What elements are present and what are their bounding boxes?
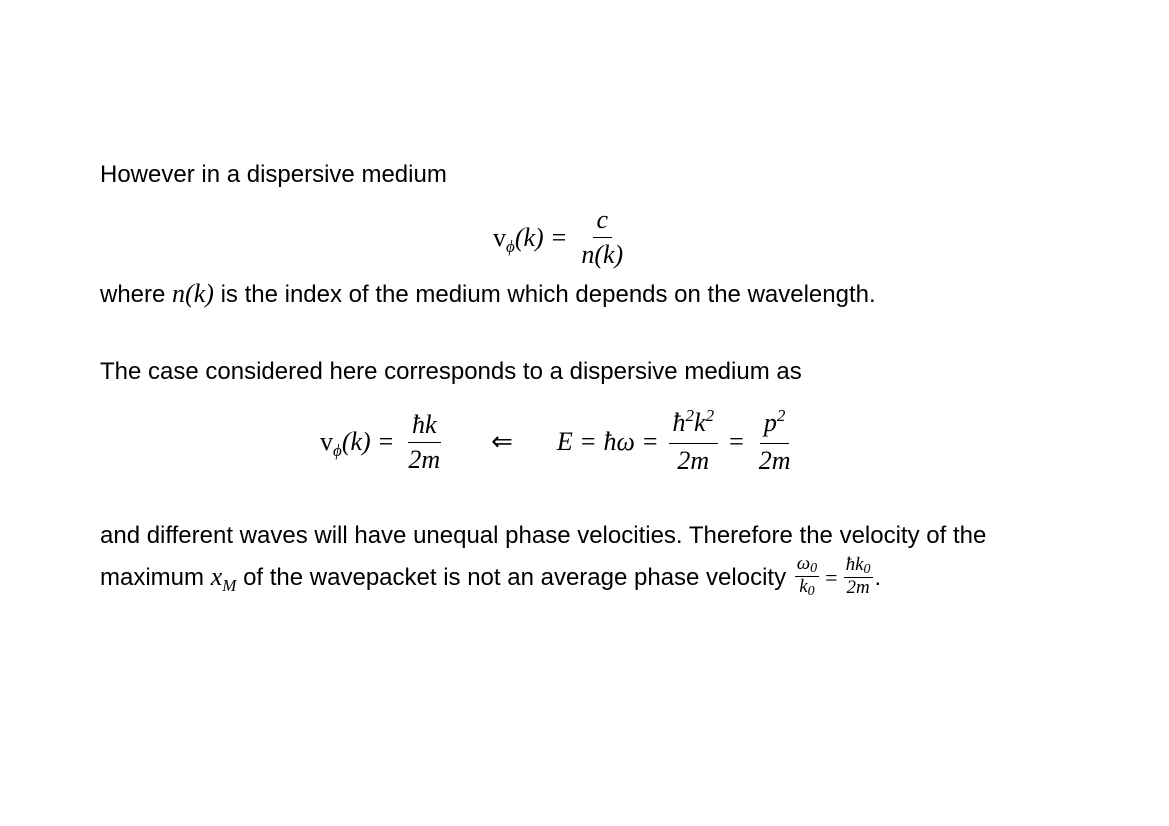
- fraction-p2-over-2m: [755, 408, 795, 476]
- eq-lhs: $v_\phi(k)$: [493, 222, 544, 256]
- paragraph-text: where: [100, 281, 166, 308]
- paragraph-index-definition: [100, 274, 876, 315]
- equation-dispersion-relation: [320, 408, 798, 476]
- fraction-numerator: c: [593, 205, 613, 238]
- hbar-omega: ħω: [603, 427, 635, 456]
- fraction-denominator: 2m: [408, 444, 441, 474]
- inline-fraction-omega0-over-k0: [795, 554, 819, 599]
- paragraph-line: maximum $x_M$ of the wavepacket is not an average phase velocity $\frac{\omega 0}{k0}$ = $\frac{ħk0}{2m}$ .: [100, 553, 882, 599]
- implied-by-arrow: ⇐: [491, 427, 513, 456]
- equals-sign: =: [551, 222, 567, 252]
- inline-math-x-M: $x_M$: [210, 561, 237, 595]
- fraction-numerator: ω0: [796, 553, 818, 576]
- inline-fraction-hbar-k0-over-2m: [844, 555, 873, 598]
- paragraph-text: The case considered here corresponds to a dispersive medium as: [100, 358, 802, 385]
- fraction-denominator: k0: [799, 576, 815, 599]
- fraction-hbar2-k2-over-2m: [669, 408, 719, 476]
- paragraph-dispersive-medium: [100, 155, 447, 195]
- fraction-hbar-k-over-2m: [404, 410, 444, 475]
- equals-sign: =: [378, 427, 394, 456]
- fraction-denominator: 2m: [758, 446, 791, 475]
- equals-sign: =: [825, 564, 838, 590]
- fraction-denominator: n(k): [581, 240, 624, 269]
- paragraph-unequal-phase-velocities: [100, 516, 986, 601]
- eq-lhs: $v_\phi(k)$: [320, 427, 371, 460]
- energy-symbol: E: [556, 427, 573, 456]
- inline-math-n-k: n(k): [172, 279, 214, 308]
- fraction-numerator: ħk: [408, 410, 441, 443]
- fraction-c-over-n: [577, 205, 627, 270]
- period: .: [874, 563, 882, 591]
- equals-sign: =: [642, 427, 658, 456]
- paragraph-case-considered: [100, 352, 802, 392]
- fraction-denominator: 2m: [677, 446, 710, 475]
- fraction-numerator: $ħ^2k^2$: [669, 408, 719, 444]
- equals-sign: =: [729, 427, 744, 456]
- fraction-denominator: 2m: [846, 577, 870, 598]
- equals-sign: =: [580, 427, 596, 456]
- equation-phase-velocity-index: [493, 205, 630, 270]
- paragraph-text: However in a dispersive medium: [100, 161, 447, 188]
- fraction-numerator: ħk0: [845, 554, 871, 577]
- fraction-numerator: $p^2$: [760, 408, 790, 444]
- paragraph-text: is the index of the medium which depends on the wavelength.: [220, 281, 876, 308]
- paragraph-line: and different waves will have unequal phase velocities. Therefore the velocity of the: [100, 522, 987, 549]
